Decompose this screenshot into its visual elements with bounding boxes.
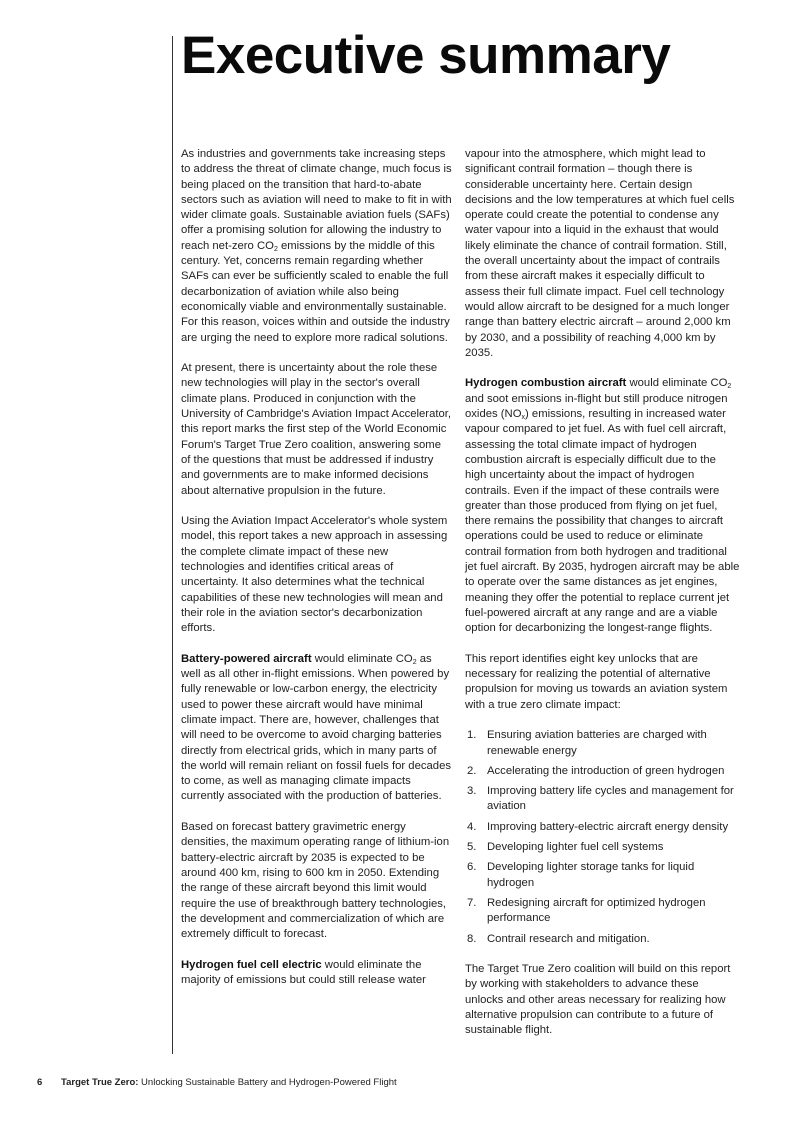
page-title: Executive summary [181, 26, 671, 85]
list-item: 8. Contrail research and mitigation. [467, 932, 650, 945]
intro-paragraph: As industries and governments take increasing steps to address the threat of climate change, much focus is being placed on the transition that hard-to-abate sectors such as aviation will need to make to fit in with wider climate goals. Sustainable aviation fuels (SAFs) offer a promising solution for allowing the industry to reach net-zero $CO_2$ emissions by the middle of this century. Yet, concerns remain regarding whether SAFs can ever be sufficiently scaled to enable the full decarbonization of aviation while also being economically viable and environmentally sustainable. For this reason, voices within and outside the industry are urging the need to explore more radical solutions. [181, 148, 452, 344]
list-item: 4. Improving battery-electric aircraft energy density [467, 820, 729, 833]
footer-subtitle: Unlocking Sustainable Battery and Hydrogen-Powered Flight [138, 1077, 397, 1088]
list-item: 2. Accelerating the introduction of green hydrogen [467, 764, 725, 777]
list-item: 3. Improving battery life cycles and management for aviation [467, 785, 734, 813]
fuel-cell-paragraph-continued: vapour into the atmosphere, which might lead to significant contrail formation – though there is considerable uncertainty here. Certain design decisions and the low temperatures at which fuel cells operate could create the potential to condense any water vapour into a liquid in the exhaust that would likely eliminate the chance of contrail formation. Still, the overall uncertainty about the impact of contrails from these aircraft makes it especially difficult to assess their full climate impact. Fuel cell technology would allow aircraft to be designed for a much longer range than battery electric aircraft – around 2,000 km by 2030, and a possibility of reaching 4,000 km by 2035. [465, 148, 735, 359]
battery-aircraft-paragraph: Battery-powered aircraft would eliminate $CO_2$ as well as all other in-flight emissions. When powered by fully renewable or low-carbon energy, the electricity used to power these aircraft would have minimal climate impact. There are, however, challenges that will need to be overcome to avoid charging batteries directly from electrical grids, which in many parts of the world will remain reliant on fossil fuels for decades to come, as well as managing climate impacts currently associated with the production of batteries. [181, 652, 451, 803]
system-model-paragraph: Using the Aviation Impact Accelerator's whole system model, this report takes a new approach in assessing the complete climate impact of these new technologies and identifies critical areas of uncertainty. It also determines what the technical capabilities of these new technologies will mean and their role in the aviation sector's decarbonization efforts. [181, 515, 448, 635]
unlocks-list [465, 728, 740, 947]
vertical-rule [172, 36, 173, 1054]
list-item: 5. Developing lighter fuel cell systems [467, 841, 664, 854]
uncertainty-paragraph: At present, there is uncertainty about the role these new technologies will play in the sector's overall climate plans. Produced in conjunction with the University of Cambridge's Aviation Impact Accelerator, this report marks the first step of the World Economic Forum's Target True Zero coalition, answering some of the questions that must be addressed if industry and governments are to make informed decisions about alternative propulsion in the future. [181, 362, 452, 497]
list-item: 7. Redesigning aircraft for optimized hydrogen performance [467, 896, 706, 925]
unlocks-intro-paragraph: This report identifies eight key unlocks that are necessary for realizing the potential of alternative propulsion for moving us towards an aviation system with a true zero climate impact: [465, 652, 728, 711]
footer-brand: Target True Zero: [61, 1077, 139, 1088]
page-number: 6 [37, 1077, 43, 1088]
page-footer [37, 1077, 397, 1088]
list-item: 1. Ensuring aviation batteries are charged with renewable energy [467, 729, 707, 757]
list-item: 6. Developing lighter storage tanks for liquid hydrogen [467, 861, 695, 889]
right-column [465, 147, 740, 1039]
hydrogen-combustion-paragraph: Hydrogen combustion aircraft would eliminate $CO_2$ and soot emissions in-flight but still produce nitrogen oxides $(NO_x)$ emissions, resulting in increased water vapour compared to jet fuel. As with fuel cell aircraft, assessing the total climate impact of hydrogen combustion aircraft is especially difficult due to the high uncertainty about the impact of hydrogen contrails. Even if the impact of these contrails were greater than those produced from flying on jet fuel, there remains the possibility that changes to aircraft operations could be used to reduce or eliminate contrail formation from both hydrogen and traditional jet fuel aircraft. By 2035, hydrogen aircraft may be able to operate over the same distances as jet engines, meaning they offer the potential to replace current jet fuel-powered aircraft at any range and are a viable option for decarbonizing the longest-range flights. [465, 377, 740, 635]
closing-paragraph: The Target True Zero coalition will build on this report by working with stakeholders to advance these unlocks and other areas necessary for realizing how alternative propulsion can contribute to a future of sustainable flight. [465, 963, 731, 1037]
fuel-cell-paragraph-start: Hydrogen fuel cell electric would eliminate the majority of emissions but could still release water [181, 958, 426, 987]
left-column [181, 147, 452, 988]
battery-range-paragraph: Based on forecast battery gravimetric energy densities, the maximum operating range of lithium-ion battery-electric aircraft by 2035 is expected to be around 400 km, rising to 600 km in 2050. Extending the range of these aircraft beyond this limit would require the use of breakthrough battery technologies, the development and commercialization of which are extremely difficult to forecast. [181, 821, 450, 941]
